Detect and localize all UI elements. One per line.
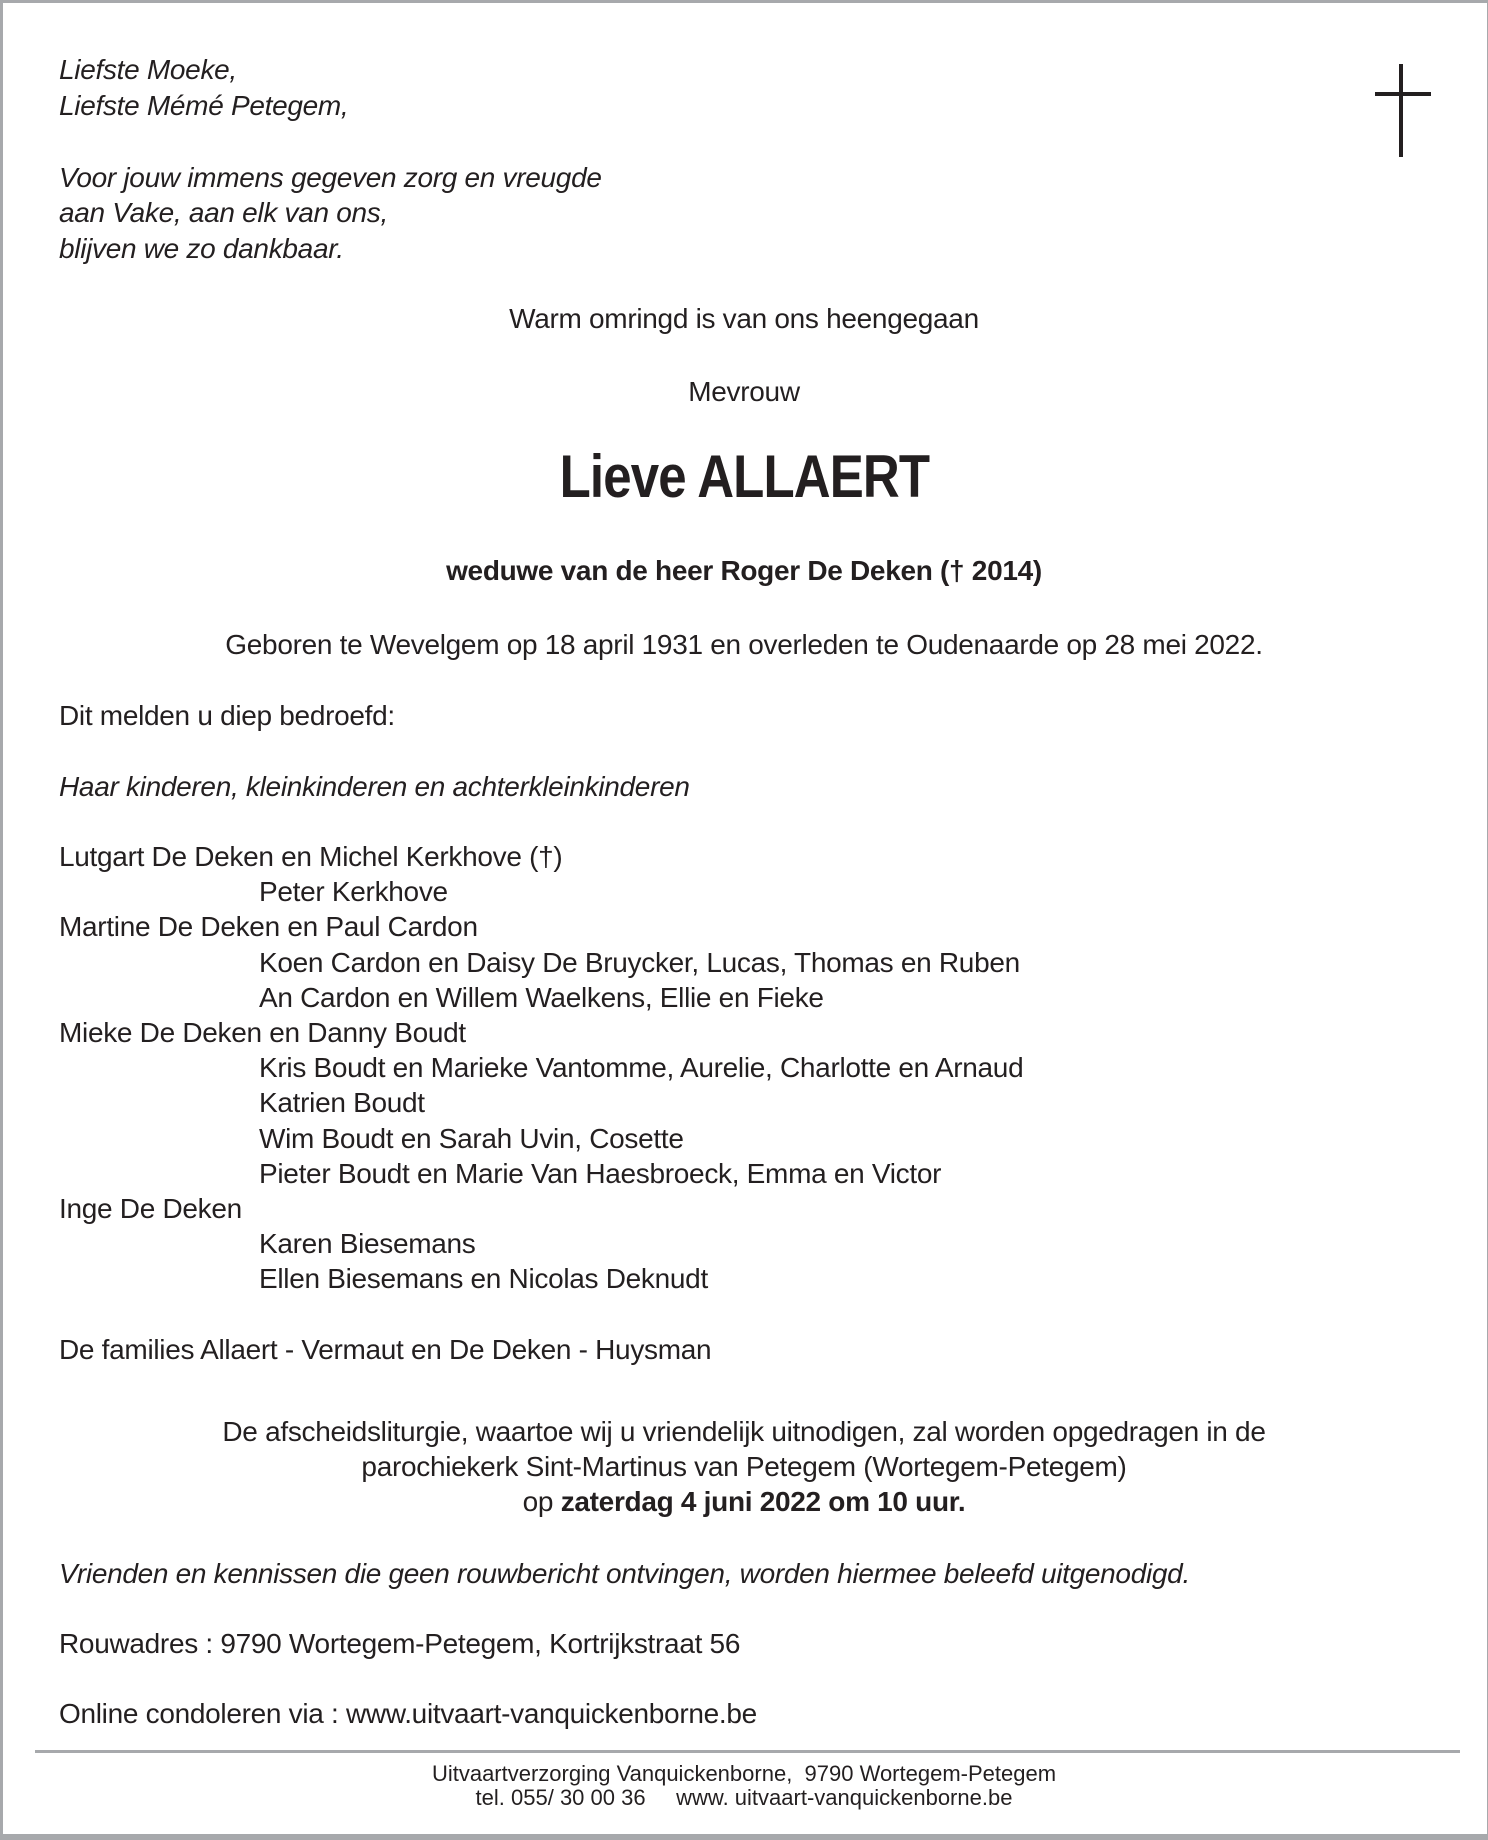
footer-line: Uitvaartverzorging Vanquickenborne, 9790 Wortegem-Petegem bbox=[431, 1761, 1057, 1786]
family-member-sub: Wim Boudt en Sarah Uvin, Cosette bbox=[259, 1122, 684, 1154]
liturgy-datetime: zaterdag 4 juni 2022 om 10 uur. bbox=[560, 1486, 966, 1517]
widow-of: weduwe van de heer Roger De Deken († 2014) bbox=[446, 555, 1042, 586]
poem-line: Liefste Mémé Petegem, bbox=[59, 90, 349, 121]
family-member-sub: Pieter Boudt en Marie Van Haesbroeck, Emma en Victor bbox=[259, 1157, 942, 1189]
family-member: Inge De Deken bbox=[59, 1193, 242, 1224]
families: De families Allaert - Vermaut en De Deken - Huysman bbox=[59, 1334, 712, 1365]
birth-death-dates: Geboren te Wevelgem op 18 april 1931 en overleden te Oudenaarde op 28 mei 2022. bbox=[225, 629, 1263, 660]
announcement: Warm omringd is van ons heengegaan bbox=[509, 303, 979, 334]
cross-icon-bar bbox=[1375, 92, 1431, 96]
family-member-sub: Katrien Boudt bbox=[259, 1087, 425, 1119]
title: Mevrouw bbox=[688, 376, 800, 407]
deceased-name-wrap bbox=[0, 441, 1488, 524]
footer-line: tel. 055/ 30 00 36 www. uitvaart-vanquickenborne.be bbox=[475, 1785, 1013, 1810]
deceased-name: Lieve ALLAERT bbox=[559, 443, 929, 510]
footer-divider bbox=[35, 1750, 1460, 1753]
liturgy-line: De afscheidsliturgie, waartoe wij u vriendelijk uitnodigen, zal worden opgedragen in de bbox=[222, 1416, 1266, 1447]
poem-line: Liefste Moeke, bbox=[59, 54, 237, 85]
family-member-sub: An Cardon en Willem Waelkens, Ellie en Fieke bbox=[259, 981, 824, 1013]
online-condolences: Online condoleren via : www.uitvaart-vanquickenborne.be bbox=[59, 1698, 757, 1729]
mourners-intro: Dit melden u diep bedroefd: bbox=[59, 700, 395, 731]
poem-line: blijven we zo dankbaar. bbox=[59, 233, 344, 264]
invitation: Vrienden en kennissen die geen rouwbericht ontvingen, worden hiermee beleefd uitgenodigd. bbox=[59, 1558, 1190, 1589]
address: Rouwadres : 9790 Wortegem-Petegem, Kortrijkstraat 56 bbox=[59, 1628, 741, 1659]
liturgy-line bbox=[0, 1484, 1488, 1520]
family-member: Martine De Deken en Paul Cardon bbox=[59, 911, 478, 943]
family-member-sub: Koen Cardon en Daisy De Bruycker, Lucas, Thomas en Ruben bbox=[259, 946, 1020, 978]
family-member: Mieke De Deken en Danny Boudt bbox=[59, 1017, 466, 1048]
poem-line: aan Vake, aan elk van ons, bbox=[59, 197, 388, 228]
family-member-sub: Ellen Biesemans en Nicolas Deknudt bbox=[259, 1263, 708, 1295]
family-member-sub: Kris Boudt en Marieke Vantomme, Aurelie, Charlotte en Arnaud bbox=[259, 1052, 1024, 1084]
poem-line: Voor jouw immens gegeven zorg en vreugde bbox=[59, 162, 602, 193]
liturgy-prefix: op bbox=[522, 1486, 561, 1517]
family-heading: Haar kinderen, kleinkinderen en achterkleinkinderen bbox=[59, 771, 690, 802]
family-member-sub: Peter Kerkhove bbox=[259, 876, 448, 908]
liturgy-line: parochiekerk Sint-Martinus van Petegem (Wortegem-Petegem) bbox=[361, 1451, 1127, 1482]
family-member-sub: Karen Biesemans bbox=[259, 1228, 476, 1260]
cross-icon bbox=[1399, 64, 1403, 157]
family-member: Lutgart De Deken en Michel Kerkhove (†) bbox=[59, 841, 563, 872]
